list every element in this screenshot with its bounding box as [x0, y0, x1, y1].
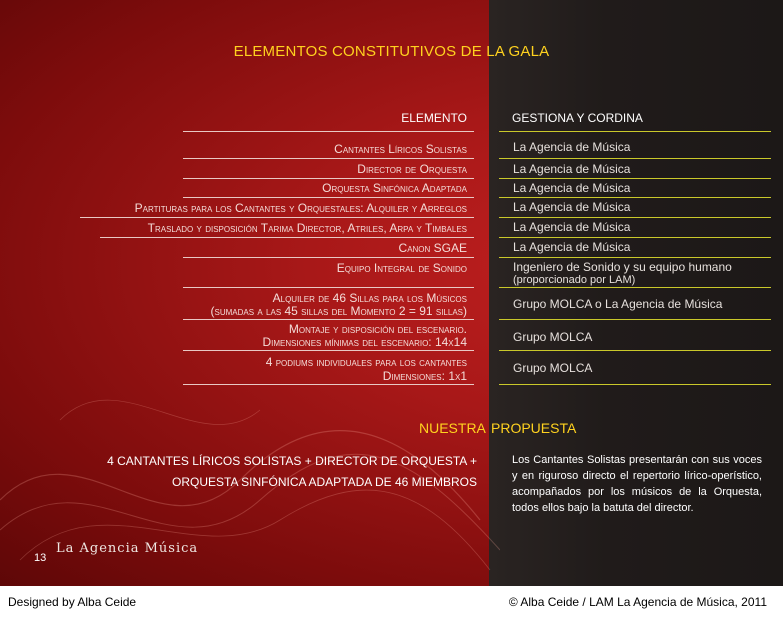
element-cell-line2: (sumadas a las 45 sillas del Momento 2 = 91 sillas) — [210, 304, 467, 318]
manager-cell: La Agencia de Música — [513, 140, 631, 154]
manager-cell: Grupo MOLCA — [513, 330, 593, 344]
manager-cell: La Agencia de Música — [513, 181, 631, 195]
row-rule-right — [499, 217, 771, 218]
row-rule-left — [100, 237, 474, 238]
manager-cell: Grupo MOLCA o La Agencia de Música — [513, 297, 723, 311]
title-part-2: E LA GALA — [471, 43, 550, 60]
row-rule-right — [499, 197, 771, 198]
proposal-title-part-2: PROPUESTA — [491, 420, 577, 436]
element-cell: Cantantes Líricos Solistas — [334, 142, 467, 156]
row-rule-right — [499, 287, 771, 288]
element-cell-line1: Alquiler de 46 Sillas para los Músicos — [272, 291, 467, 305]
row-rule-right — [499, 350, 771, 351]
footer-credit: Designed by Alba Ceide — [8, 595, 137, 609]
manager-cell: La Agencia de Música — [513, 200, 631, 214]
element-cell: Traslado y disposición Tarima Director, Atriles, Arpa y Timbales — [147, 221, 467, 235]
lam-logo: La Agencia Música — [56, 541, 199, 556]
column-header-element: ELEMENTO — [401, 111, 467, 125]
proposal-summary-line1: 4 CANTANTES LÍRICOS SOLISTAS + DIRECTOR DE ORQUESTA + — [107, 454, 477, 468]
element-cell-line1: Montaje y disposición del escenario. — [288, 322, 467, 336]
row-rule-left — [80, 217, 474, 218]
row-rule-left — [183, 319, 474, 320]
element-cell: Director de Orquesta — [357, 162, 467, 176]
row-rule-left — [183, 287, 474, 288]
footer-copyright: © Alba Ceide / LAM La Agencia de Música, 2011 — [508, 595, 767, 609]
row-rule-left — [183, 178, 474, 179]
row-rule-left — [183, 350, 474, 351]
page-number: 13 — [34, 552, 47, 564]
row-rule-left — [183, 384, 474, 385]
header-rule-right — [499, 131, 771, 132]
proposal-summary — [97, 451, 477, 493]
manager-cell-line1: Ingeniero de Sonido y su equipo humano — [513, 260, 732, 274]
manager-cell: La Agencia de Música — [513, 240, 631, 254]
footer — [0, 586, 783, 618]
row-rule-right — [499, 384, 771, 385]
manager-cell: La Agencia de Música — [513, 220, 631, 234]
element-cell-line2: Dimensiones: 1x1 — [382, 369, 467, 383]
row-rule-right — [499, 178, 771, 179]
proposal-description: Los Cantantes Solistas presentarán con sus voces y en riguroso directo el repertorio lírico-operístico, acompañados por los músicos de la Orquesta, todos ellos bajo la batuta del director. — [512, 454, 762, 514]
row-rule-left — [183, 158, 474, 159]
element-cell-line1: 4 podiums individuales para los cantantes — [265, 355, 467, 369]
page-title — [0, 43, 783, 60]
row-rule-right — [499, 319, 771, 320]
row-rule-left — [183, 197, 474, 198]
row-rule-right — [499, 237, 771, 238]
column-header-manager: GESTIONA Y CORDINA — [512, 111, 643, 125]
row-rule-left — [183, 257, 474, 258]
proposal-title-part-1: NUESTRA — [419, 420, 486, 436]
manager-cell: La Agencia de Música — [513, 162, 631, 176]
row-rule-right — [499, 158, 771, 159]
row-rule-right — [499, 257, 771, 258]
manager-cell: Grupo MOLCA — [513, 361, 593, 375]
element-cell: Canon SGAE — [398, 241, 467, 255]
header-rule-left — [183, 131, 474, 132]
element-cell: Partituras para los Cantantes y Orquestales: Alquiler y Arreglos — [134, 201, 467, 215]
element-cell-line2: Dimensiones mínimas del escenario: 14x14 — [262, 335, 467, 349]
proposal-summary-line2: ORQUESTA SINFÓNICA ADAPTADA DE 46 MIEMBROS — [172, 475, 477, 489]
manager-cell-line2: (proporcionado por LAM) — [513, 274, 636, 286]
element-cell: Orquesta Sinfónica Adaptada — [322, 181, 467, 195]
element-cell: Equipo Integral de Sonido — [336, 261, 467, 275]
title-part-1: ELEMENTOS CONSTITUTIVOS D — [233, 43, 472, 60]
